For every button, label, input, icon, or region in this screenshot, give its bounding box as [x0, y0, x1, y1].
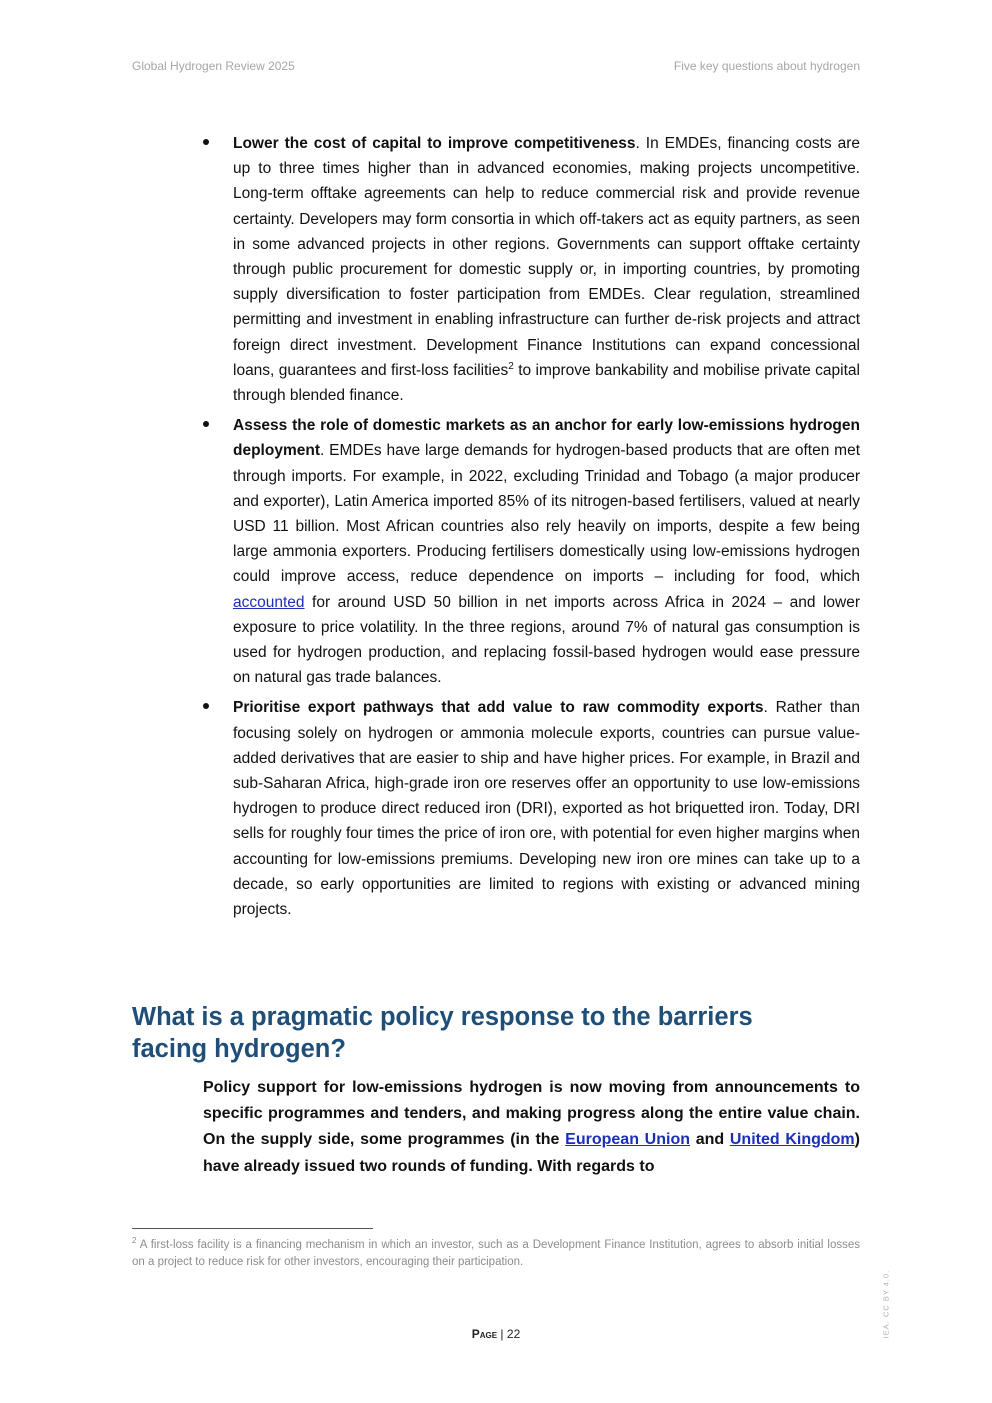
list-item — [203, 413, 860, 690]
footnote-text: A first-loss facility is a financing mechanism in which an investor, such as a Development Finance Institution, agrees to absorb initial losses on a project to reduce risk for other investors, encouraging their participation. — [132, 1239, 860, 1268]
bullet-icon — [203, 139, 209, 145]
header-document-title: Global Hydrogen Review 2025 — [132, 59, 295, 73]
page-header — [132, 59, 860, 75]
bullet-text: for around USD 50 billion in net imports across Africa in 2024 – and lower exposure to price volatility. In the three regions, around 7% of natural gas consumption is used for hydrogen production, and replacing fossil-based hydrogen would ease pressure on natural gas trade balances. — [233, 593, 860, 687]
page-label: Page — [471, 1327, 498, 1341]
page-number: 22 — [506, 1327, 521, 1341]
page-footer — [0, 1327, 992, 1341]
page-separator: | — [497, 1327, 507, 1341]
bullet-heading: Assess the role of domestic markets as an anchor for early low-emissions hydrogen deployment — [233, 417, 860, 460]
bullet-icon — [203, 421, 209, 427]
lead-text: and — [690, 1131, 730, 1149]
lead-text: ) have already issued two rounds of funding. With regards to — [203, 1131, 860, 1175]
list-item — [203, 131, 860, 408]
european-union-link[interactable]: European Union — [565, 1131, 690, 1149]
footnote-number: 2 — [132, 1236, 137, 1246]
bullet-text: . Rather than focusing solely on hydrogen or ammonia molecule exports, countries can pursue value-added derivatives that are easier to ship and have higher prices. For example, in Brazil and sub-Saharan Africa, high-grade iron ore reserves offer an opportunity to use low-emissions hydrogen to produce direct reduced iron (DRI), exported as hot briquetted iron. Today, DRI sells for roughly four times the price of iron ore, with potential for even higher margins when accounting for low-emissions premiums. Developing new iron ore mines can take up to a decade, so early opportunities are limited to regions with existing or advanced mining projects. — [233, 699, 860, 919]
bullet-heading: Prioritise export pathways that add value to raw commodity exports — [233, 699, 764, 717]
bullet-heading: Lower the cost of capital to improve competitiveness — [233, 135, 636, 152]
bullet-list — [203, 131, 860, 927]
footnote — [132, 1237, 860, 1271]
section-lead-paragraph — [203, 1075, 860, 1180]
bullet-text: . EMDEs have large demands for hydrogen-based products that are often met through imports. For example, in 2022, excluding Trinidad and Tobago (a major producer and exporter), Latin America imported 85% of its nitrogen-based fertilisers, valued at nearly USD 11 billion. Most African countries also rely heavily on imports, despite a few being large ammonia exporters. Producing fertilisers domestically using low-emissions hydrogen could improve access, reduce dependence on imports – including for food, which — [233, 442, 860, 586]
section-title: What is a pragmatic policy response to the barriers facing hydrogen? — [132, 1003, 753, 1063]
footnote-divider — [132, 1228, 373, 1229]
footnote-ref[interactable]: 2 — [508, 360, 514, 372]
header-chapter-title: Five key questions about hydrogen — [673, 59, 860, 73]
lead-text: Policy support for low-emissions hydrogen is now moving from announcements to specific programmes and tenders, and making progress along the entire value chain. On the supply side, some programmes (in the — [203, 1079, 860, 1149]
united-kingdom-link[interactable]: United Kingdom — [729, 1131, 855, 1149]
bullet-text: . In EMDEs, financing costs are up to three times higher than in advanced economies, making projects uncompetitive. Long-term offtake agreements can help to reduce commercial risk and provide revenue certainty. Developers may form consortia in which off-takers act as equity partners, as seen in some advanced projects in other regions. Governments can support offtake certainty through public procurement for domestic supply or, in importing countries, by promoting supply diversification to foster participation from EMDEs. Clear regulation, streamlined permitting and investment in enabling infrastructure can further de-risk projects and attract foreign direct investment. Development Finance Institutions can expand concessional loans, guarantees and first-loss facilities — [233, 135, 860, 379]
accounted-link[interactable]: accounted — [233, 593, 305, 611]
copyright-text: IEA. CC BY 4.0. — [881, 1269, 891, 1339]
list-item — [203, 695, 860, 922]
bullet-text: to improve bankability and mobilise private capital through blended finance. — [233, 361, 860, 405]
bullet-icon — [203, 703, 209, 709]
copyright-notice — [872, 1269, 900, 1339]
